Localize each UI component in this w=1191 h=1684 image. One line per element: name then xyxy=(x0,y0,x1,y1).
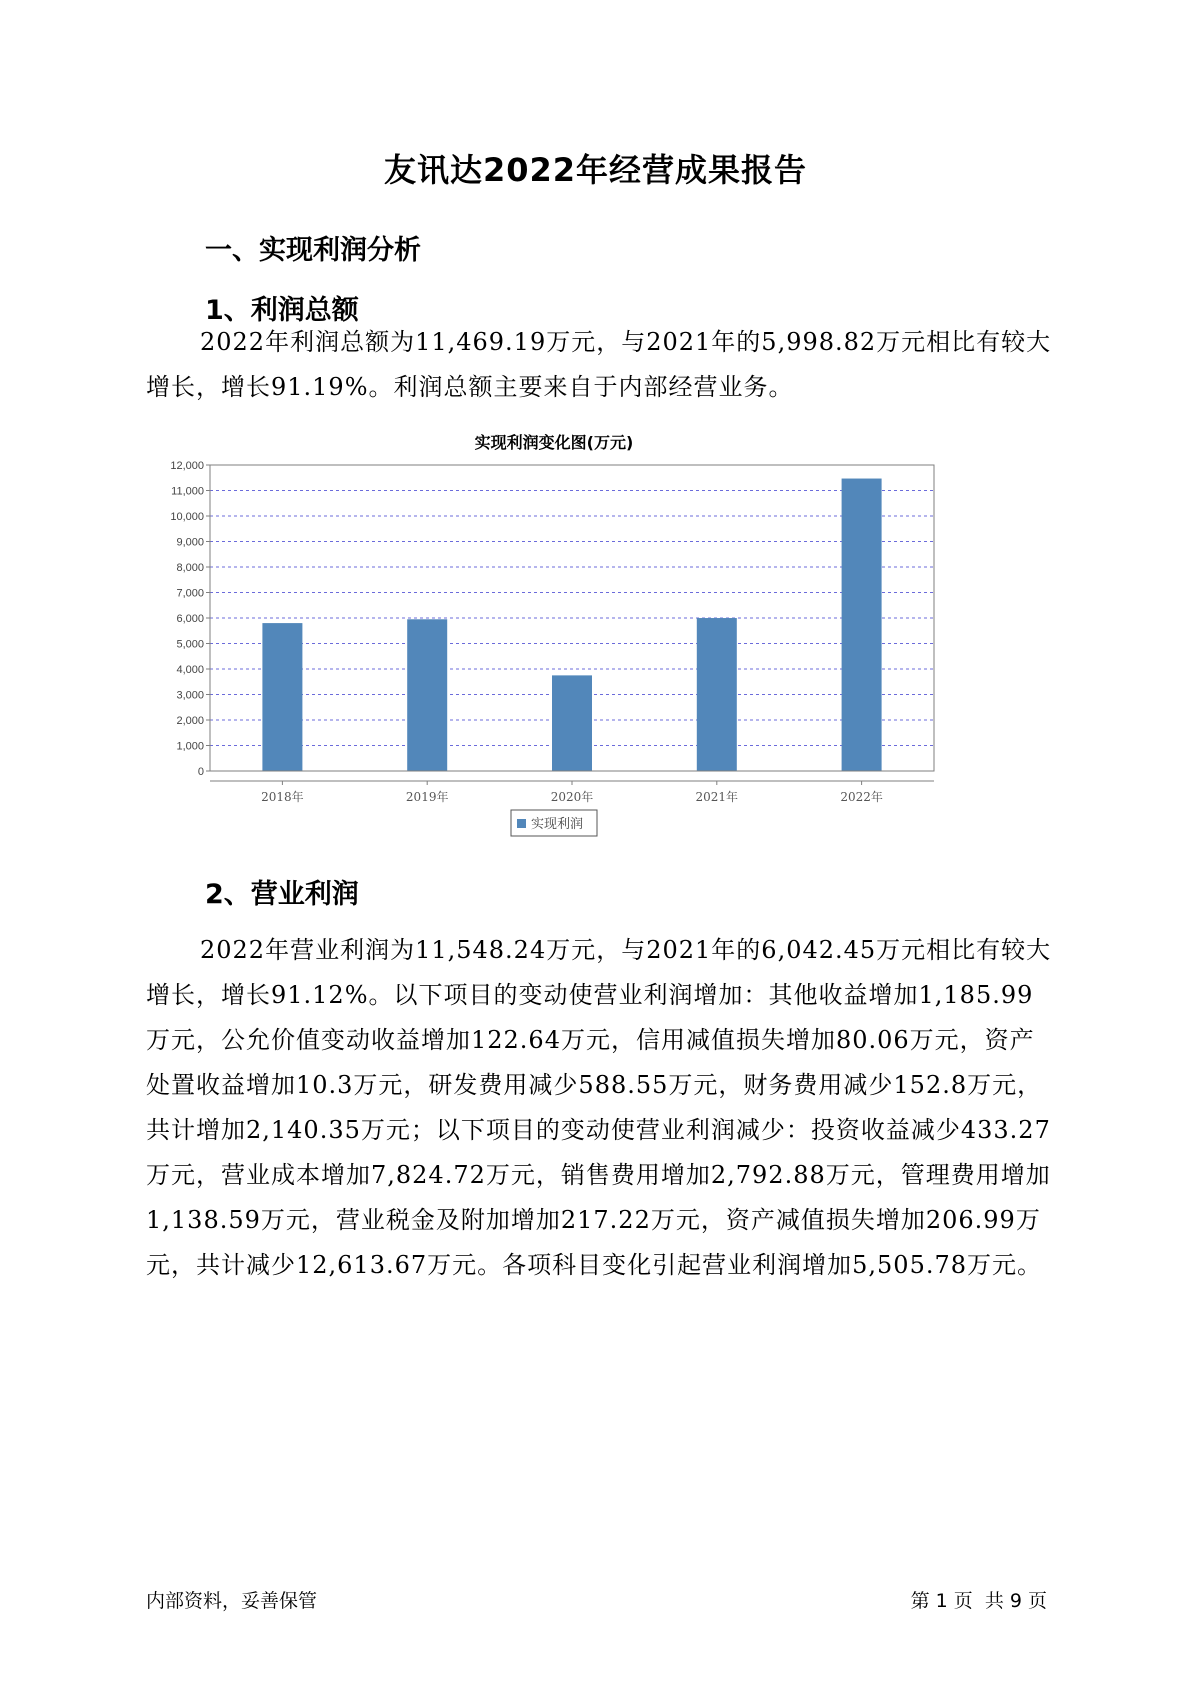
bar xyxy=(262,623,302,771)
paragraph-operating-profit: 2022年营业利润为11,548.24万元，与2021年的6,042.45万元相比有较大增长，增长91.12%。以下项目的变动使营业利润增加：其他收益增加1,185.99万元，公允价值变动收益增加122.64万元，信用减值损失增加80.06万元，资产处置收益增加10.3万元，研发费用减少588.55万元，财务费用减少152.8万元，共计增加2,140.35万元；以下项目的变动使营业利润减少：投资收益减少433.27万元，营业成本增加7,824.72万元，销售费用增加2,792.88万元，管理费用增加1,138.59万元，营业税金及附加增加217.22万元，资产减值损失增加206.99万元，共计减少12,613.67万元。各项科目变化引起营业利润增加5,505.78万元。 xyxy=(146,936,1052,1279)
subheading-total-profit: 1、利润总额 xyxy=(205,295,359,326)
footer-note: 内部资料，妥善保管 xyxy=(146,1590,318,1612)
chart-bars xyxy=(262,479,881,771)
y-tick-label: 11,000 xyxy=(171,485,204,498)
report-title: 友讯达2022年经营成果报告 xyxy=(383,151,808,189)
subheading-operating-profit: 2、营业利润 xyxy=(205,879,359,910)
x-tick-label: 2019年 xyxy=(405,790,449,804)
y-tick-label: 3,000 xyxy=(176,689,204,702)
section-heading-profit-analysis: 一、实现利润分析 xyxy=(205,235,421,266)
x-tick-label: 2021年 xyxy=(695,790,739,804)
y-tick-label: 2,000 xyxy=(176,715,204,727)
y-axis-ticks xyxy=(170,460,210,778)
x-axis-ticks xyxy=(210,781,934,804)
legend-swatch xyxy=(517,819,526,828)
chart-legend xyxy=(511,810,597,836)
x-tick-label: 2020年 xyxy=(550,790,594,804)
y-tick-label: 12,000 xyxy=(170,460,204,472)
paragraph-total-profit: 2022年利润总额为11,469.19万元，与2021年的5,998.82万元相比有较大增长，增长91.19%。利润总额主要来自于内部经营业务。 xyxy=(146,328,1052,401)
chart-title: 实现利润变化图(万元) xyxy=(474,433,634,452)
bar xyxy=(697,618,737,771)
bar xyxy=(842,479,882,771)
x-tick-label: 2018年 xyxy=(261,790,304,804)
page-number: 第 1 页 共 9 页 xyxy=(910,1590,1047,1612)
legend-label: 实现利润 xyxy=(531,817,584,832)
y-tick-label: 0 xyxy=(197,766,204,778)
profit-bar-chart xyxy=(160,433,1020,855)
y-tick-label: 7,000 xyxy=(176,587,204,600)
y-tick-label: 9,000 xyxy=(176,536,204,549)
y-tick-label: 10,000 xyxy=(170,511,204,523)
y-tick-label: 5,000 xyxy=(176,638,204,651)
y-tick-label: 6,000 xyxy=(176,613,204,625)
y-tick-label: 4,000 xyxy=(176,664,204,676)
y-tick-label: 8,000 xyxy=(176,562,204,574)
bar xyxy=(552,675,592,771)
bar xyxy=(407,619,447,771)
x-tick-label: 2022年 xyxy=(840,790,883,804)
y-tick-label: 1,000 xyxy=(176,740,204,753)
